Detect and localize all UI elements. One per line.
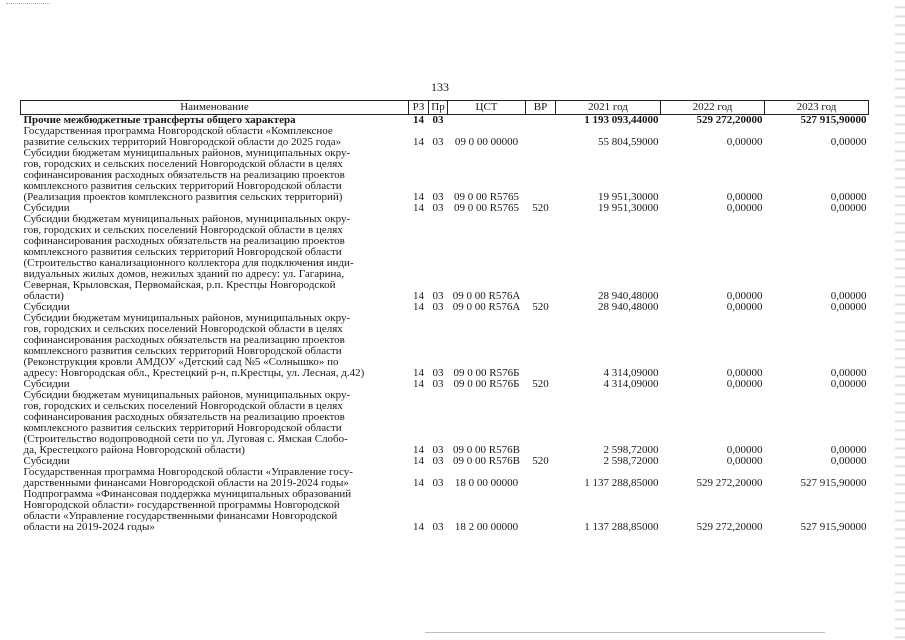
row-2023: 527 915,90000 — [800, 114, 867, 126]
row-2022: 529 272,20000 — [696, 114, 763, 126]
row-vr: 520 — [532, 301, 549, 313]
row-name-line: Прочие межбюджетные трансферты общего характера — [23, 114, 296, 126]
table-row — [21, 313, 869, 379]
table-row — [21, 148, 869, 203]
row-2021: 2 598,72000 — [603, 444, 659, 456]
row-cst: 09 0 00 00000 — [454, 136, 519, 148]
row-name-line: софинансирования расходных обязательств на реализацию проектов — [23, 411, 345, 423]
row-2022: 0,00000 — [726, 191, 763, 203]
row-name-line: Субсидии — [23, 202, 70, 214]
row-name-line: Субсидии бюджетам муниципальных районов, муниципальных окру- — [23, 389, 351, 401]
row-name — [21, 148, 409, 203]
row-2023: 0,00000 — [830, 378, 867, 390]
row-2023: 0,00000 — [830, 367, 867, 379]
row-2022: 0,00000 — [726, 444, 763, 456]
row-name-line: софинансирования расходных обязательств на реализацию проектов — [23, 235, 345, 247]
header-2022: 2022 год — [661, 101, 765, 115]
scan-bottom-line — [425, 632, 825, 633]
row-pr: 03 — [432, 444, 444, 456]
row-pr: 03 — [432, 521, 444, 533]
row-2023: 527 915,90000 — [800, 477, 867, 489]
row-2023: 0,00000 — [830, 136, 867, 148]
row-name-line: (Реконструкция кровли АМДОУ «Детский сад №5 «Солнышко» по — [23, 356, 339, 368]
row-name-line: гов, городских и сельских поселений Новгородской области в целях — [23, 224, 343, 236]
scan-mark — [6, 3, 50, 5]
row-name-line: комплексного развития сельских территорий Новгородской области — [23, 246, 342, 258]
row-2021: 1 193 093,44000 — [584, 114, 659, 126]
table-body — [21, 115, 869, 534]
table-row — [21, 126, 869, 148]
header-name: Наименование — [21, 101, 409, 115]
row-name-line: дарственными финансами Новгородской области на 2019-2024 годы» — [23, 477, 349, 489]
row-name-line: гов, городских и сельских поселений Новгородской области в целях — [23, 400, 343, 412]
row-name-line: Субсидии бюджетам муниципальных районов, муниципальных окру- — [23, 147, 351, 159]
row-2021: 28 940,48000 — [598, 290, 659, 302]
table-row — [21, 214, 869, 302]
row-rz: 14 — [413, 202, 424, 214]
table-header-row — [21, 101, 869, 115]
row-2023: 0,00000 — [830, 444, 867, 456]
row-name-line: (Строительство канализационного коллектора для подключения инди- — [23, 257, 354, 269]
row-cst — [448, 115, 526, 127]
row-2023: 0,00000 — [830, 301, 867, 313]
header-vr: ВР — [526, 101, 556, 115]
row-2023: 0,00000 — [830, 191, 867, 203]
row-cst: 09 0 00 R5765 — [453, 202, 520, 214]
row-2022: 0,00000 — [726, 202, 763, 214]
row-name-line: да, Крестецкого района Новгородской области) — [23, 444, 245, 456]
row-name-line: Субсидии бюджетам муниципальных районов, муниципальных окру- — [23, 312, 351, 324]
header-2023: 2023 год — [765, 101, 869, 115]
row-name-line: Субсидии — [23, 378, 70, 390]
row-cst: 09 0 00 R5765 — [453, 191, 520, 203]
row-name — [21, 467, 409, 489]
row-cst: 09 0 00 R576В — [453, 444, 520, 456]
row-name-line: комплексного развития сельских территорий Новгородской области — [23, 345, 342, 357]
row-name — [21, 214, 409, 302]
row-2021: 19 951,30000 — [598, 202, 659, 214]
row-2022: 0,00000 — [726, 290, 763, 302]
row-pr: 03 — [432, 136, 444, 148]
row-name — [21, 313, 409, 379]
row-2023: 0,00000 — [830, 455, 867, 467]
row-rz: 14 — [413, 290, 424, 302]
table-row — [21, 467, 869, 489]
row-cst: 09 0 00 R576Б — [453, 367, 520, 379]
page-number: 133 — [431, 80, 449, 94]
row-name — [21, 390, 409, 456]
row-cst: 18 0 00 00000 — [454, 477, 519, 489]
row-name-line: Субсидии — [23, 301, 70, 313]
row-name-line: комплексного развития сельских территорий Новгородской области — [23, 180, 342, 192]
row-2021: 1 137 288,85000 — [584, 477, 659, 489]
row-name-line: Государственная программа Новгородской области «Управление госу- — [23, 466, 353, 478]
row-rz: 14 — [413, 191, 424, 203]
row-vr — [526, 126, 556, 148]
row-name-line: Подпрограмма «Финансовая поддержка муниципальных образований — [23, 488, 352, 500]
row-rz: 14 — [413, 521, 424, 533]
row-2021: 19 951,30000 — [598, 191, 659, 203]
row-name-line: Новгородской области» государственной программы Новгородской — [23, 499, 340, 511]
table-row — [21, 489, 869, 533]
row-2022: 0,00000 — [726, 136, 763, 148]
row-name-line: Государственная программа Новгородской области «Комплексное — [23, 125, 333, 137]
row-vr — [526, 489, 556, 533]
row-2022: 0,00000 — [726, 301, 763, 313]
row-vr: 520 — [532, 202, 549, 214]
row-2022: 0,00000 — [726, 455, 763, 467]
row-name-line: Субсидии — [23, 455, 70, 467]
row-cst: 18 2 00 00000 — [454, 521, 519, 533]
row-pr: 03 — [432, 290, 444, 302]
row-pr: 03 — [432, 202, 444, 214]
row-cst: 09 0 00 R576A — [452, 301, 521, 313]
row-pr: 03 — [432, 378, 444, 390]
row-2021: 28 940,48000 — [598, 301, 659, 313]
row-vr: 520 — [532, 378, 549, 390]
row-name-line: развитие сельских территорий Новгородской области до 2025 года» — [23, 136, 342, 148]
header-2021: 2021 год — [556, 101, 661, 115]
row-vr — [526, 115, 556, 127]
row-pr: 03 — [432, 455, 444, 467]
row-2021: 4 314,09000 — [603, 378, 659, 390]
row-2021: 55 804,59000 — [598, 136, 659, 148]
row-pr: 03 — [432, 367, 444, 379]
row-2021: 1 137 288,85000 — [584, 521, 659, 533]
row-name-line: (Строительство водопроводной сети по ул. Луговая с. Ямская Слобо- — [23, 433, 348, 445]
row-name-line: Северная, Крыловская, Первомайская, р.п. Крестцы Новгородской — [23, 279, 336, 291]
row-vr — [526, 313, 556, 379]
scan-edge — [895, 0, 905, 640]
row-name-line: области на 2019-2024 годы» — [23, 521, 155, 533]
row-name-line: адресу: Новгородская обл., Крестецкий р-н, п.Крестцы, ул. Лесная, д.42) — [23, 367, 365, 379]
row-name-line: области) — [23, 290, 64, 302]
row-vr: 520 — [532, 455, 549, 467]
row-name — [21, 489, 409, 533]
row-cst: 09 0 00 R576A — [452, 290, 521, 302]
row-vr — [526, 390, 556, 456]
row-vr — [526, 214, 556, 302]
row-rz: 14 — [413, 378, 424, 390]
row-cst: 09 0 00 R576Б — [453, 378, 520, 390]
row-name-line: гов, городских и сельских поселений Новгородской области в целях — [23, 323, 343, 335]
row-name-line: комплексного развития сельских территорий Новгородской области — [23, 422, 342, 434]
row-name-line: области «Управление государственными финансами Новгородской — [23, 510, 338, 522]
row-pr: 03 — [432, 114, 444, 126]
row-rz: 14 — [413, 455, 424, 467]
row-2023: 0,00000 — [830, 290, 867, 302]
row-vr — [526, 148, 556, 203]
row-cst: 09 0 00 R576В — [453, 455, 520, 467]
row-name-line: софинансирования расходных обязательств на реализацию проектов — [23, 334, 345, 346]
row-name-line: (Реализация проектов комплексного развития сельских территорий) — [23, 191, 343, 203]
row-2023: 0,00000 — [830, 202, 867, 214]
row-name-line: софинансирования расходных обязательств на реализацию проектов — [23, 169, 345, 181]
row-name-line: Субсидии бюджетам муниципальных районов, муниципальных окру- — [23, 213, 351, 225]
row-2022: 529 272,20000 — [696, 521, 763, 533]
row-pr: 03 — [432, 301, 444, 313]
row-rz: 14 — [413, 301, 424, 313]
row-name-line: гов, городских и сельских поселений Новгородской области в целях — [23, 158, 343, 170]
row-2022: 529 272,20000 — [696, 477, 763, 489]
row-2023: 527 915,90000 — [800, 521, 867, 533]
table-row — [21, 390, 869, 456]
row-pr: 03 — [432, 191, 444, 203]
row-2022: 0,00000 — [726, 367, 763, 379]
row-2021: 4 314,09000 — [603, 367, 659, 379]
row-name-line: видуальных жилых домов, нежилых зданий по адресу: ул. Гагарина, — [23, 268, 345, 280]
header-rz: РЗ — [409, 101, 429, 115]
row-rz: 14 — [413, 477, 424, 489]
row-vr — [526, 467, 556, 489]
row-rz: 14 — [413, 136, 424, 148]
budget-table — [20, 100, 869, 533]
row-name — [21, 126, 409, 148]
row-rz: 14 — [413, 444, 424, 456]
row-rz: 14 — [413, 114, 424, 126]
header-cst: ЦСТ — [448, 101, 526, 115]
header-pr: Пр — [429, 101, 448, 115]
row-2021: 2 598,72000 — [603, 455, 659, 467]
row-pr: 03 — [432, 477, 444, 489]
row-rz: 14 — [413, 367, 424, 379]
row-2022: 0,00000 — [726, 378, 763, 390]
